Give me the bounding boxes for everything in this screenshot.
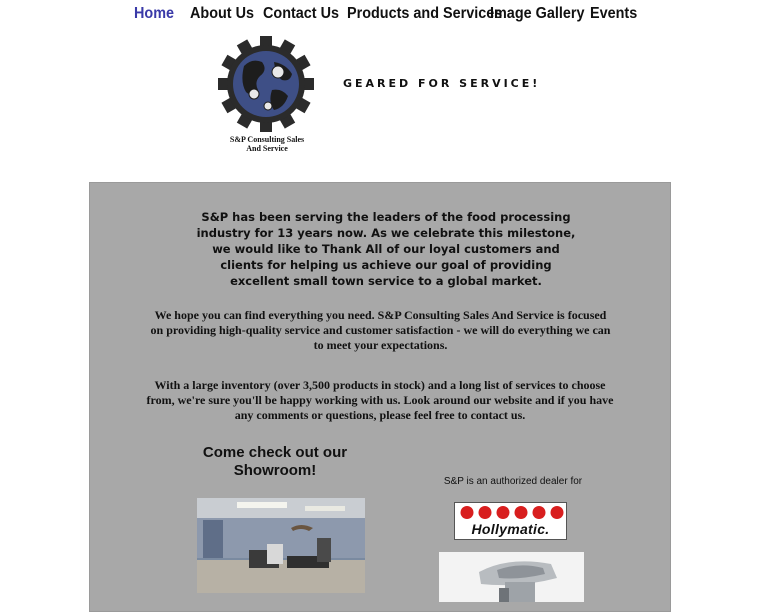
nav-events[interactable]: Events [590,5,638,22]
nav-image-gallery[interactable]: Image Gallery [490,5,585,22]
tagline: GEARED FOR SERVICE! [343,77,541,90]
dealer-text: S&P is an authorized dealer for [443,476,583,487]
main-nav [0,0,760,30]
hollymatic-logo[interactable] [454,502,567,540]
nav-about-us[interactable]: About Us [190,5,254,22]
logo-caption [218,135,316,153]
inventory-paragraph: With a large inventory (over 3,500 products in stock) and a long list of services to choose from, we're sure you'll be happy working with us. Look around our website and if you have any comments or questions, please feel free to contact us. [146,378,614,422]
nav-products-and-services[interactable]: Products and Services [347,5,503,22]
gear-globe-logo[interactable] [218,36,314,132]
logo-caption-line2: And Service [246,144,288,153]
machine-photo[interactable] [439,552,584,602]
intro-text: S&P has been serving the leaders of the food processing industry for 13 years now. As we celebrate this milestone, we would like to Thank All of our loyal customers and clients for helping us achieve our goal of providing excellent small town service to a global market. [196,210,576,288]
focus-paragraph: We hope you can find everything you need. S&P Consulting Sales And Service is focused on providing high-quality service and customer satisfaction - we will do everything we can to meet your expectations. [150,308,611,352]
brand-dots [459,505,564,520]
nav-contact-us[interactable]: Contact Us [263,5,340,22]
nav-home[interactable]: Home [134,5,175,22]
logo-caption-line1: S&P Consulting Sales [229,135,305,144]
brand-name: Hollymatic. [471,521,550,537]
showroom-photo[interactable] [197,498,365,593]
showroom-heading: Come check out our Showroom! [202,444,348,479]
